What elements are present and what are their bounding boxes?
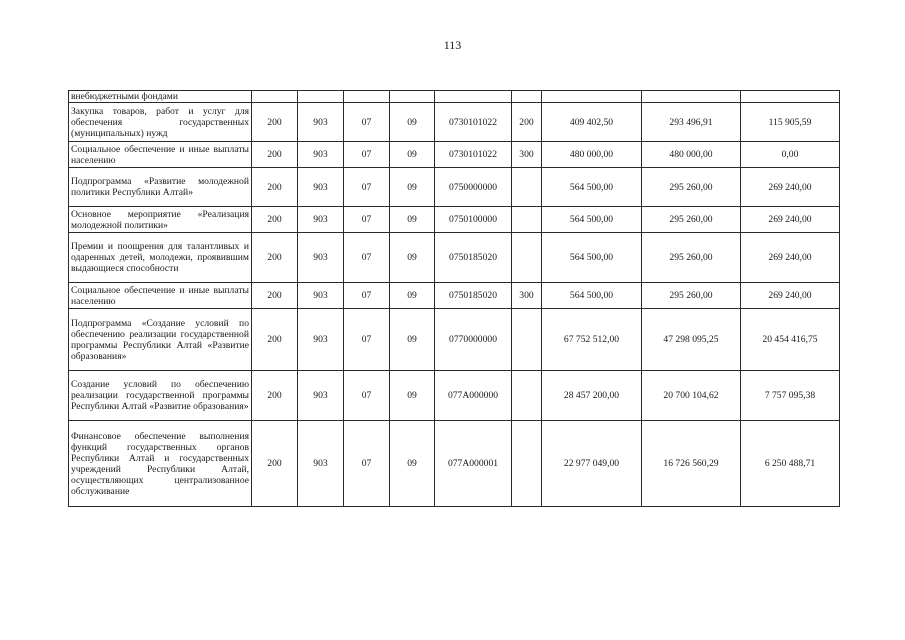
- cell-vr: [512, 421, 542, 507]
- table-row: [69, 103, 840, 142]
- cell-gr: 200: [252, 309, 298, 371]
- table-row: [69, 371, 840, 421]
- cell-year1: 480 000,00: [542, 142, 642, 168]
- table-row: [69, 309, 840, 371]
- cell-year1: 67 752 512,00: [542, 309, 642, 371]
- cell-vr: 300: [512, 142, 542, 168]
- cell-pr: 09: [390, 103, 435, 142]
- cell-rz: 07: [344, 309, 390, 371]
- cell-year2: 480 000,00: [642, 142, 741, 168]
- cell-rz: 07: [344, 421, 390, 507]
- cell-csr: 0750100000: [435, 207, 512, 233]
- cell-vr: [512, 309, 542, 371]
- cell-pr: 09: [390, 371, 435, 421]
- cell-pr: 09: [390, 207, 435, 233]
- cell-vr: [512, 207, 542, 233]
- cell-gr: 200: [252, 283, 298, 309]
- cell-gr: 200: [252, 142, 298, 168]
- cell-ved: 903: [298, 309, 344, 371]
- cell-ved: 903: [298, 142, 344, 168]
- cell-pr: 09: [390, 168, 435, 207]
- cell-rz: 07: [344, 142, 390, 168]
- row-name: Подпрограмма «Создание условий по обеспечению реализации государственной программы Республики Алтай «Развитие образования»: [69, 309, 252, 371]
- cell-gr: 200: [252, 103, 298, 142]
- cell-ved: 903: [298, 103, 344, 142]
- cell-year1: 564 500,00: [542, 283, 642, 309]
- cell-year3: 6 250 488,71: [741, 421, 840, 507]
- cell-rz: 07: [344, 103, 390, 142]
- page-number: 113: [443, 38, 462, 52]
- cell-vr: 200: [512, 103, 542, 142]
- cell-year3: 0,00: [741, 142, 840, 168]
- cell-year2: 295 260,00: [642, 233, 741, 283]
- table-row-continuation: [69, 91, 840, 103]
- table-row: [69, 142, 840, 168]
- cell-vr: [512, 168, 542, 207]
- cell-rz: 07: [344, 283, 390, 309]
- cell-year3: 269 240,00: [741, 233, 840, 283]
- cell-rz: 07: [344, 371, 390, 421]
- cell-year2: 293 496,91: [642, 103, 741, 142]
- cell-year3: 269 240,00: [741, 207, 840, 233]
- budget-table: [68, 90, 840, 507]
- cell-csr: 0750185020: [435, 233, 512, 283]
- row-name: Закупка товаров, работ и услуг для обеспечения государственных (муниципальных) нужд: [69, 103, 252, 142]
- cell-year3: 7 757 095,38: [741, 371, 840, 421]
- row-name: Финансовое обеспечение выполнения функций государственных органов Республики Алтай и государственных учреждений Республики Алтай, осуществляющих централизованное обслуживание: [69, 421, 252, 507]
- cell-year1: 28 457 200,00: [542, 371, 642, 421]
- row-name: Социальное обеспечение и иные выплаты населению: [69, 142, 252, 168]
- cell-year1: 564 500,00: [542, 168, 642, 207]
- cell-year3: 269 240,00: [741, 168, 840, 207]
- cell-rz: 07: [344, 168, 390, 207]
- table-row: [69, 421, 840, 507]
- row-name: Социальное обеспечение и иные выплаты населению: [69, 283, 252, 309]
- cell-ved: 903: [298, 421, 344, 507]
- cell-ved: 903: [298, 168, 344, 207]
- cell-gr: 200: [252, 168, 298, 207]
- table-row: [69, 233, 840, 283]
- table-row: [69, 207, 840, 233]
- cell-year2: 295 260,00: [642, 207, 741, 233]
- table-row: [69, 283, 840, 309]
- cell-ved: 903: [298, 207, 344, 233]
- cell-year3: 269 240,00: [741, 283, 840, 309]
- row-name: Премии и поощрения для талантливых и одаренных детей, молодежи, проявившим выдающиеся способности: [69, 233, 252, 283]
- cell-csr: 0730101022: [435, 142, 512, 168]
- cell-year2: 20 700 104,62: [642, 371, 741, 421]
- cell-pr: 09: [390, 309, 435, 371]
- table-row: [69, 168, 840, 207]
- cell-year2: 16 726 560,29: [642, 421, 741, 507]
- cell-ved: 903: [298, 371, 344, 421]
- row-name: Основное мероприятие «Реализация молодежной политики»: [69, 207, 252, 233]
- cell-pr: 09: [390, 283, 435, 309]
- cell-vr: [512, 233, 542, 283]
- cell-gr: 200: [252, 421, 298, 507]
- cell-csr: 077А000001: [435, 421, 512, 507]
- cell-gr: 200: [252, 207, 298, 233]
- cell-gr: 200: [252, 233, 298, 283]
- cell-pr: 09: [390, 233, 435, 283]
- cell-ved: 903: [298, 233, 344, 283]
- cell-year2: 295 260,00: [642, 168, 741, 207]
- cell-csr: 077А000000: [435, 371, 512, 421]
- cell-vr: [512, 371, 542, 421]
- cell-year1: 564 500,00: [542, 233, 642, 283]
- cell-gr: 200: [252, 371, 298, 421]
- cell-year2: 47 298 095,25: [642, 309, 741, 371]
- row-name: Подпрограмма «Развитие молодежной политики Республики Алтай»: [69, 168, 252, 207]
- cell-year1: 409 402,50: [542, 103, 642, 142]
- cell-pr: 09: [390, 421, 435, 507]
- cell-year1: 564 500,00: [542, 207, 642, 233]
- cell-ved: 903: [298, 283, 344, 309]
- cell-vr: 300: [512, 283, 542, 309]
- row-name: Создание условий по обеспечению реализации государственной программы Республики Алтай «Развитие образования»: [69, 371, 252, 421]
- cell-year2: 295 260,00: [642, 283, 741, 309]
- cell-pr: 09: [390, 142, 435, 168]
- row-name: внебюджетными фондами: [69, 91, 252, 103]
- cell-csr: 0750000000: [435, 168, 512, 207]
- cell-rz: 07: [344, 233, 390, 283]
- cell-year3: 20 454 416,75: [741, 309, 840, 371]
- cell-csr: 0730101022: [435, 103, 512, 142]
- cell-year3: 115 905,59: [741, 103, 840, 142]
- cell-csr: 0750185020: [435, 283, 512, 309]
- cell-year1: 22 977 049,00: [542, 421, 642, 507]
- cell-csr: 0770000000: [435, 309, 512, 371]
- cell-rz: 07: [344, 207, 390, 233]
